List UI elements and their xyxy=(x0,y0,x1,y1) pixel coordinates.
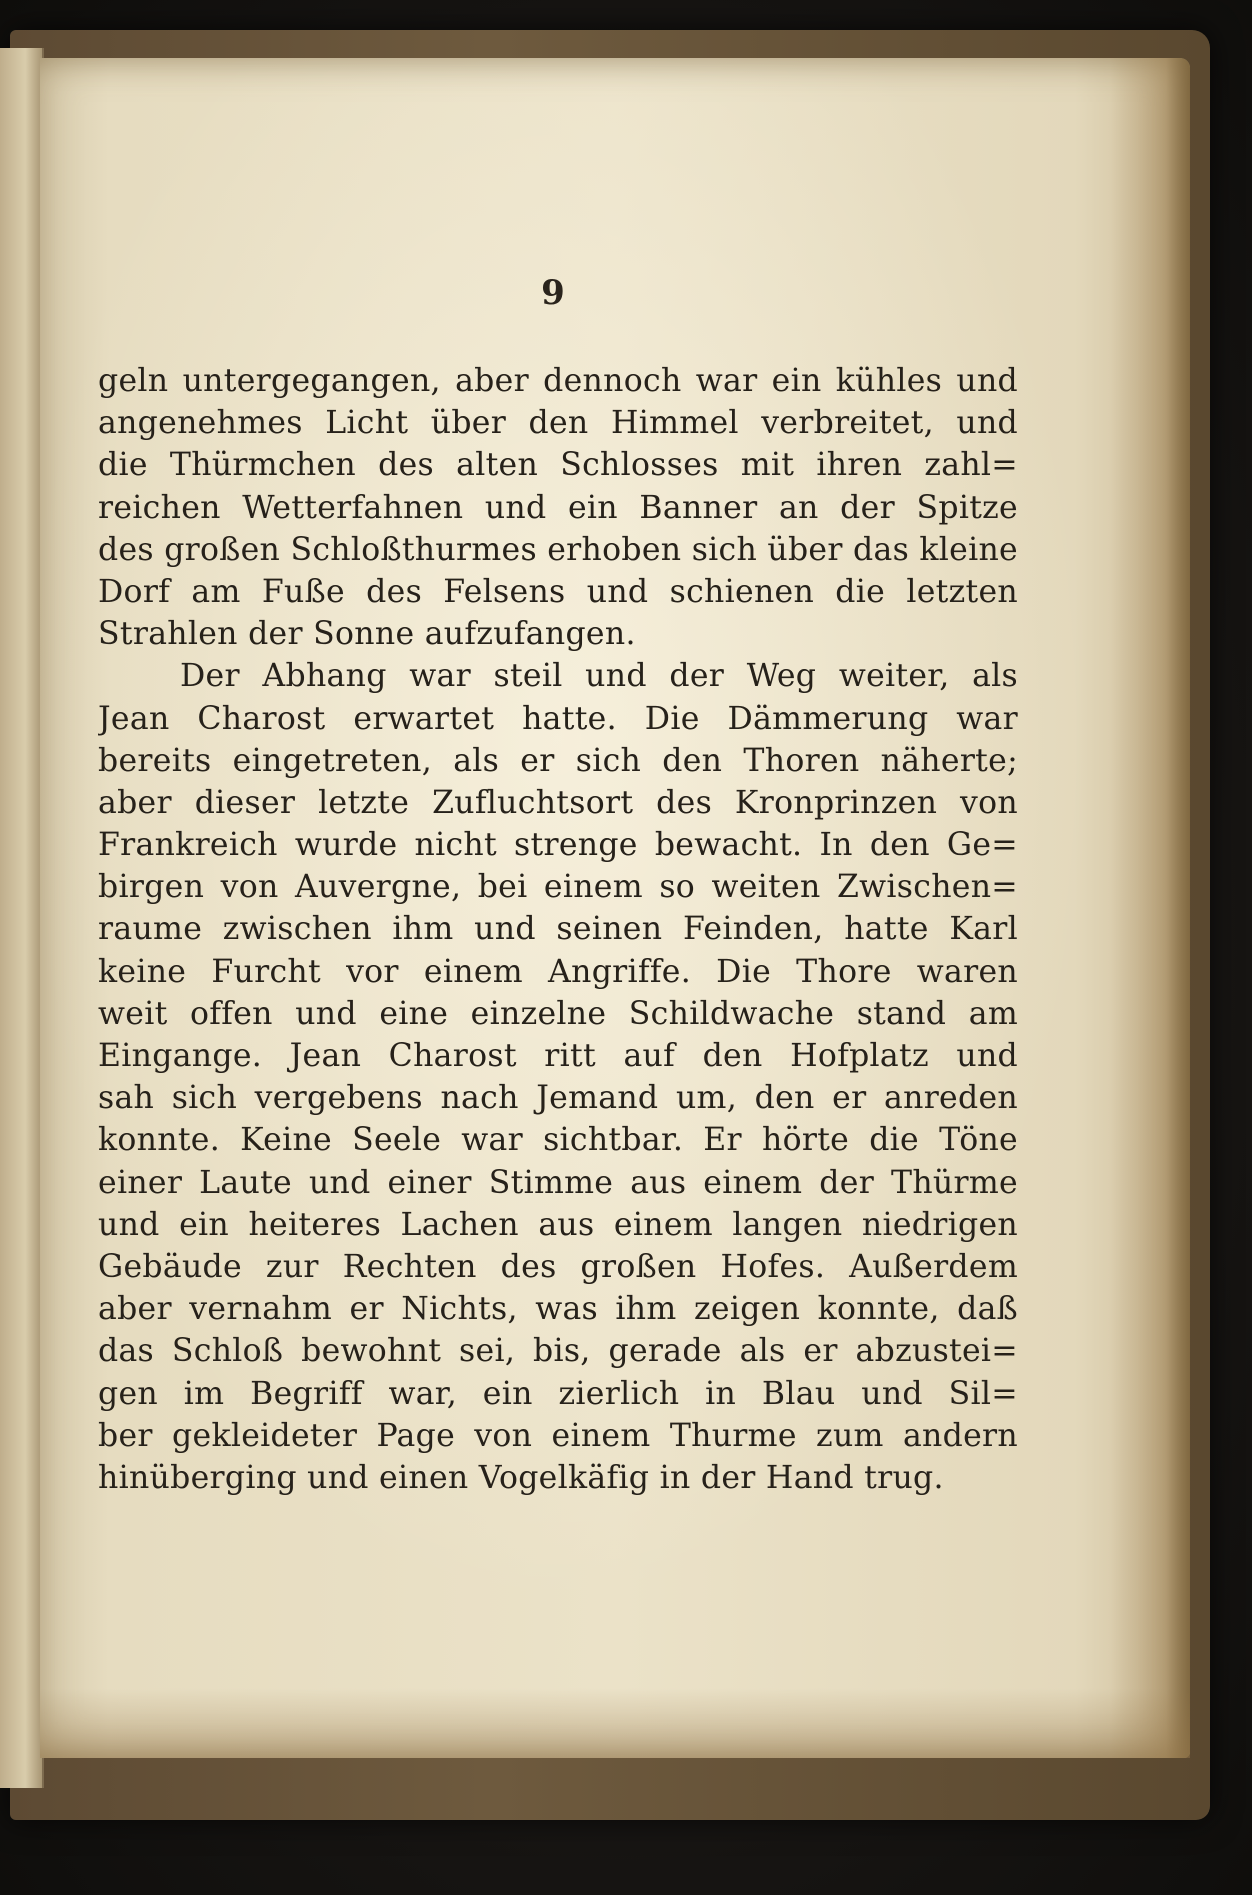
text-line: Eingange. Jean Charost ritt auf den Hofplatz und xyxy=(98,1038,1018,1074)
page-number: 9 xyxy=(541,273,565,313)
text-line: und ein heiteres Lachen aus einem langen niedrigen xyxy=(98,1206,1018,1243)
text-line: das Schloß bewohnt sei, bis, gerade als er abzustei= xyxy=(98,1333,1018,1370)
text-line: angenehmes Licht über den Himmel verbreitet, und xyxy=(98,405,1018,442)
text-line: hinüberging und einen Vogelkäfig in der Hand trug. xyxy=(98,1459,944,1496)
text-line: einer Laute und einer Stimme aus einem der Thürme xyxy=(98,1164,1018,1201)
text-line: reichen Wetterfahnen und ein Banner an der Spitze xyxy=(98,489,1018,526)
text-line: die Thürmchen des alten Schlosses mit ihren zahl= xyxy=(98,447,1018,484)
text-line: des großen Schloßthurmes erhoben sich über das kleine xyxy=(98,531,1018,568)
text-line: geln untergegangen, aber dennoch war ein kühles und xyxy=(98,363,1018,399)
text-line: aber dieser letzte Zufluchtsort des Kronprinzen von xyxy=(98,784,1018,821)
text-line: Der Abhang war steil und der Weg weiter, als xyxy=(180,658,1018,695)
text-line: Strahlen der Sonne aufzufangen. xyxy=(98,616,636,653)
text-line: aber vernahm er Nichts, was ihm zeigen konnte, daß xyxy=(98,1291,1018,1328)
text-line: gen im Begriff war, ein zierlich in Blau und Sil= xyxy=(98,1375,1018,1412)
text-line: Jean Charost erwartet hatte. Die Dämmerung war xyxy=(98,700,1018,737)
text-line: konnte. Keine Seele war sichtbar. Er hörte die Töne xyxy=(98,1122,1018,1159)
text-line: weit offen und eine einzelne Schildwache stand am xyxy=(98,995,1018,1032)
body-text xyxy=(98,360,1018,1499)
text-line: birgen von Auvergne, bei einem so weiten Zwischen= xyxy=(98,869,1018,906)
text-line: Dorf am Fuße des Felsens und schienen die letzten xyxy=(98,573,1018,610)
text-line: bereits eingetreten, als er sich den Thoren näherte; xyxy=(98,742,1018,779)
text-line: sah sich vergebens nach Jemand um, den er anreden xyxy=(98,1080,1018,1117)
text-line: Frankreich wurde nicht strenge bewacht. In den Ge= xyxy=(98,827,1018,864)
text-line: ber gekleideter Page von einem Thurme zum andern xyxy=(98,1417,1018,1454)
page-edge-shading xyxy=(1110,58,1190,1758)
text-line: Gebäude zur Rechten des großen Hofes. Außerdem xyxy=(98,1248,1018,1285)
text-line: keine Furcht vor einem Angriffe. Die Thore waren xyxy=(98,953,1018,990)
text-line: raume zwischen ihm und seinen Feinden, hatte Karl xyxy=(98,911,1018,948)
book-page xyxy=(40,58,1190,1758)
page-edge-shading-bottom xyxy=(40,1688,1190,1758)
